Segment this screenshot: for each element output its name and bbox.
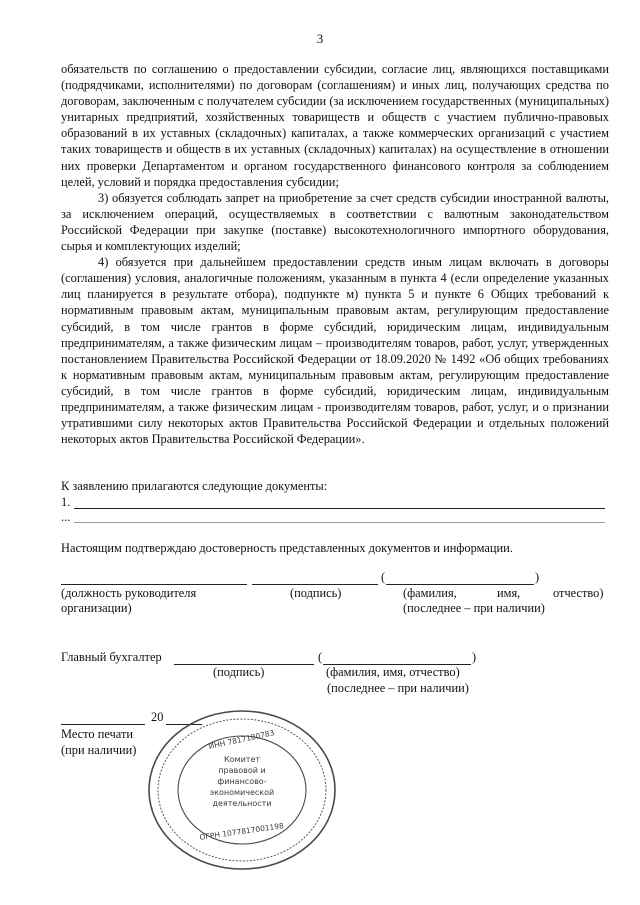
head-signature-line	[252, 584, 378, 585]
head-name-close-paren: )	[535, 570, 540, 584]
stamp-line-4: экономической	[209, 788, 275, 797]
paragraph-item-4: 4) обязуется при дальнейшем предоставлении средств иным лицам включать в договоры (соглашения) условия, аналогичные положениям, указанным в пункта 4 (если определение указанных лиц планируется в результате отбора), подпункте м) пункта 5 и пункте 6 Общих требований к нормативным правовым актам, муниципальным правовым актам, регулирующим предоставление субсидий, в том числе грантов в форме субсидий, юридическим лицам, индивидуальным предпринимателям, а также физическим лицам – производителям товаров, работ, услуг, утвержденных постановлением Правительства Российской Федерации от 18.09.2020 № 1492 «Об общих требованиях к нормативным правовым актам, муниципальным правовым актам, регулирующим предоставление субсидий, в том числе грантов в форме субсидий, юридическим лицам, индивидуальным предпринимателям, а также физическим лицам - производителям товаров, работ, услуг, и о признании утратившими силу некоторых актов Правительства Российской Федерации и отдельных положений некоторых актов Правительства Российской Федерации».	[61, 255, 609, 447]
head-name-open-paren: (	[381, 570, 386, 584]
body-text	[61, 61, 609, 447]
accountant-signature-label: (подпись)	[213, 665, 265, 679]
head-name-label-word1: (фамилия,	[403, 586, 457, 600]
attachment-item-1-line	[74, 508, 605, 509]
stamp-ogrn: ОГРН 1077817001198	[198, 821, 285, 842]
stamp-line-1: Комитет	[223, 755, 261, 764]
accountant-name-label-2: (последнее – при наличии)	[327, 681, 469, 695]
stamp-inn: ИНН 7817180783	[207, 728, 276, 751]
head-position-label: (должность руководителя	[61, 586, 197, 600]
stamp-line-5: деятельности	[212, 799, 272, 808]
stamp-line-3: финансово-	[217, 777, 267, 786]
seal-label: Место печати	[61, 727, 133, 741]
seal-date-prefix: 20	[151, 710, 164, 724]
accountant-label: Главный бухгалтер	[61, 650, 162, 664]
confirmation-text: Настоящим подтверждаю достоверность представленных документов и информации.	[61, 541, 513, 555]
attachment-item-more-line	[74, 522, 605, 523]
accountant-name-label: (фамилия, имя, отчество)	[326, 665, 460, 679]
head-name-label-word3: отчество)	[553, 586, 604, 600]
accountant-name-close-paren: )	[472, 650, 477, 664]
head-signature-label: (подпись)	[290, 586, 342, 600]
head-position-label-2: организации)	[61, 601, 132, 615]
head-name-label-word2: имя,	[497, 586, 521, 600]
head-name-line	[386, 584, 534, 585]
accountant-name-open-paren: (	[318, 650, 323, 664]
paragraph-item-3: 3) обязуется соблюдать запрет на приобретение за счет средств субсидии иностранной валюты, за исключением операций, осуществляемых в соответствии с валютным законодательством Российской Федерации при закупке (поставке) высокотехнологичного импортного оборудования, сырья и комплектующих изделий;	[61, 190, 609, 254]
stamp-line-2: правовой и	[218, 766, 266, 775]
head-position-line	[61, 584, 247, 585]
attachment-item-1-number: 1.	[61, 495, 71, 509]
attachments-heading: К заявлению прилагаются следующие документы:	[61, 479, 328, 493]
attachment-item-more: ...	[61, 510, 71, 524]
seal-label-2: (при наличии)	[61, 743, 137, 757]
seal-date-line	[61, 724, 145, 725]
head-name-label-2: (последнее – при наличии)	[403, 601, 545, 615]
page-number: 3	[316, 31, 324, 46]
official-stamp	[144, 706, 340, 874]
paragraph-obligations-cont: обязательств по соглашению о предоставлении субсидии, согласие лиц, являющихся поставщиками (подрядчиками, исполнителями) по договорам (соглашениям) и иных лиц, получающих средства по договорам, заключенным с получателем субсидии (за исключением государственных (муниципальных) унитарных предприятий, хозяйственных товариществ и обществ с участием публично-правовых образований в их уставных (складочных) капиталах, а также коммерческих организаций с участием таких товариществ и обществ в их уставных (складочных) капиталах) на осуществление в отношении них проверки Департаментом и органом государственного финансового контроля за соблюдением целей, условий и порядка предоставления субсидии;	[61, 62, 609, 189]
